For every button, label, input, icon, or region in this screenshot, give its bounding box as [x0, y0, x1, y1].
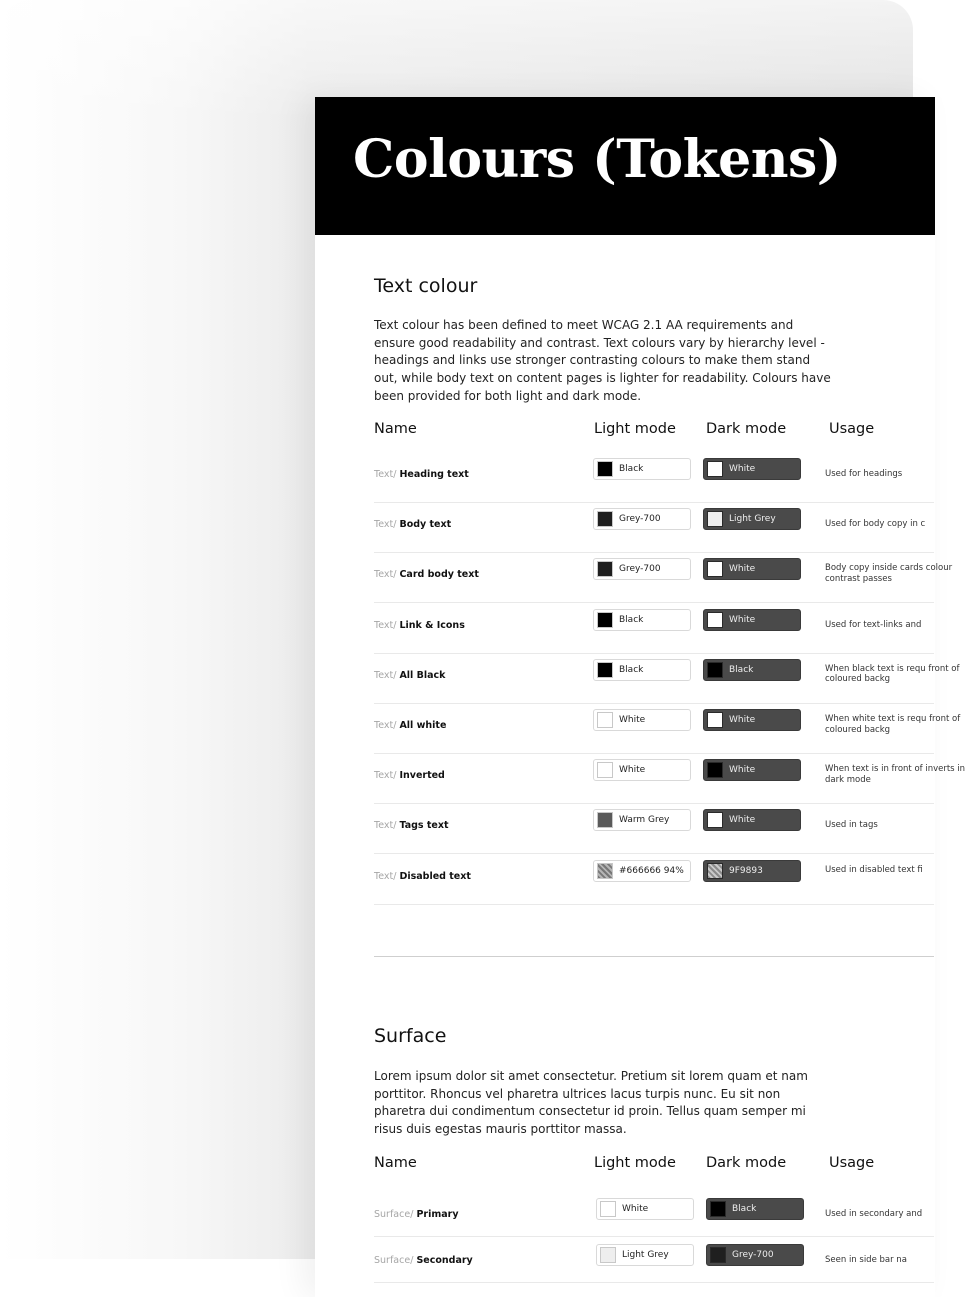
light-mode-swatch-chip[interactable] [593, 609, 691, 631]
dark-colour-label: White [729, 464, 756, 474]
usage-text: Used in secondary and [825, 1209, 923, 1219]
token-name [374, 770, 445, 781]
token-row [374, 803, 934, 854]
token-label: Body text [399, 519, 452, 531]
header-name: Name [374, 1155, 417, 1171]
light-mode-swatch-chip[interactable] [593, 558, 691, 580]
dark-swatch [707, 863, 723, 879]
light-colour-label: Black [619, 664, 644, 675]
text-colour-table-header [374, 421, 934, 441]
token-prefix: Text/ [374, 870, 397, 882]
light-swatch [600, 1247, 616, 1263]
usage-text: When white text is requ front of coloured backg [825, 714, 961, 735]
token-prefix: Text/ [374, 720, 397, 731]
header-light-mode: Light mode [594, 1155, 676, 1171]
text-colour-description: Text colour has been defined to meet WCAG 2.1 AA requirements and ensure good readability and contrast. Text colours vary by hierarchy level - headings and links use stronger contrasting colours to make them stand out, while body text on content pages is lighter for readability. Colours have been provided for both light and dark mode. [374, 318, 831, 403]
dark-mode-swatch-chip[interactable] [703, 609, 801, 631]
token-row [374, 603, 934, 654]
dark-colour-label: Black [729, 664, 754, 675]
text-colour-heading: Text colour [374, 275, 478, 297]
dark-swatch [707, 511, 723, 527]
light-colour-label: Warm Grey [619, 815, 670, 826]
header-light-mode: Light mode [594, 421, 676, 437]
token-prefix: Text/ [374, 519, 397, 531]
token-name [374, 620, 465, 631]
token-label: All Black [399, 669, 446, 681]
header-usage: Usage [829, 1155, 875, 1171]
token-label: Primary [416, 1209, 459, 1220]
token-name [374, 1209, 459, 1220]
dark-colour-label: White [729, 564, 756, 575]
dark-mode-swatch-chip[interactable] [706, 1244, 804, 1266]
light-swatch [600, 1201, 616, 1217]
token-row [374, 854, 934, 905]
token-name [374, 820, 449, 831]
usage-text: When text is in front of inverts in dark mode [825, 764, 966, 785]
dark-mode-swatch-chip[interactable] [703, 809, 801, 831]
surface-table-header [374, 1155, 934, 1175]
dark-swatch [707, 461, 723, 477]
token-name [374, 519, 451, 530]
light-mode-swatch-chip[interactable] [593, 659, 691, 681]
usage-text: Used in disabled text fi [825, 864, 923, 875]
token-row [374, 753, 966, 804]
token-row [374, 703, 961, 754]
dark-colour-label: White [729, 614, 756, 625]
light-colour-label: White [619, 765, 646, 776]
token-prefix: Text/ [374, 770, 397, 782]
light-colour-label: Black [619, 464, 644, 474]
token-prefix: Surface/ [374, 1255, 414, 1266]
title-banner [315, 97, 935, 235]
token-row [374, 1192, 934, 1237]
light-colour-label: White [619, 715, 646, 725]
dark-colour-label: Grey-700 [732, 1250, 774, 1260]
dark-mode-swatch-chip[interactable] [706, 1198, 804, 1220]
light-swatch [597, 461, 613, 477]
token-row [374, 653, 960, 704]
token-prefix: Text/ [374, 669, 397, 681]
dark-colour-label: 9F9893 [729, 865, 763, 876]
usage-text: When black text is requ front of coloured backg [825, 663, 960, 685]
token-label: Disabled text [399, 870, 471, 882]
light-mode-swatch-chip[interactable] [593, 809, 691, 831]
section-divider [374, 956, 934, 957]
dark-swatch [707, 812, 723, 828]
dark-mode-swatch-chip[interactable] [703, 558, 801, 580]
light-colour-label: #666666 94% [619, 865, 684, 876]
token-row [374, 1238, 934, 1283]
usage-text: Used for body copy in c [825, 519, 926, 530]
light-colour-label: Grey-700 [619, 514, 661, 525]
dark-mode-swatch-chip[interactable] [703, 508, 801, 530]
light-swatch [597, 612, 613, 628]
dark-mode-swatch-chip[interactable] [703, 759, 801, 781]
dark-colour-label: White [729, 815, 756, 826]
light-swatch [597, 561, 613, 577]
token-label: Card body text [399, 569, 479, 581]
dark-swatch [707, 561, 723, 577]
dark-swatch [710, 1247, 726, 1263]
light-swatch [597, 762, 613, 778]
token-label: All white [399, 720, 447, 731]
token-row [374, 552, 953, 603]
token-name [374, 670, 445, 681]
dark-mode-swatch-chip[interactable] [703, 659, 801, 681]
header-name: Name [374, 421, 417, 437]
token-prefix: Text/ [374, 469, 397, 480]
dark-colour-label: Black [732, 1204, 757, 1214]
surface-description: Lorem ipsum dolor sit amet consectetur. Pretium sit lorem quam et nam porttitor. Rhoncus vel pharetra ultrices lacus turpis nunc. Eu sit non pharetra dui condimentum consectetur id proin. Tellus quam semper mi risus duis egestas mauris porttitor massa. [374, 1069, 808, 1137]
token-label: Inverted [399, 770, 445, 782]
light-colour-label: Light Grey [622, 1250, 669, 1260]
header-usage: Usage [829, 421, 875, 437]
light-mode-swatch-chip[interactable] [593, 860, 691, 882]
usage-text: Used in tags [825, 820, 878, 831]
token-label: Secondary [416, 1255, 473, 1266]
token-prefix: Text/ [374, 569, 397, 581]
light-mode-swatch-chip[interactable] [593, 709, 691, 731]
token-prefix: Surface/ [374, 1209, 414, 1220]
light-mode-swatch-chip[interactable] [596, 1198, 694, 1220]
dark-mode-swatch-chip[interactable] [703, 860, 801, 882]
light-mode-swatch-chip[interactable] [596, 1244, 694, 1266]
design-doc-page [315, 97, 966, 1297]
light-colour-label: Grey-700 [619, 564, 661, 575]
light-swatch [597, 812, 613, 828]
usage-text: Used for text-links and [825, 619, 922, 630]
token-row [374, 452, 934, 503]
dark-colour-label: White [729, 765, 756, 776]
usage-text: Body copy inside cards colour contrast passes [825, 563, 953, 584]
light-swatch [597, 863, 613, 879]
header-dark-mode: Dark mode [706, 421, 787, 437]
light-swatch [597, 662, 613, 678]
token-label: Link & Icons [399, 619, 465, 631]
header-dark-mode: Dark mode [706, 1155, 787, 1171]
light-mode-swatch-chip[interactable] [593, 458, 691, 480]
token-label: Tags text [399, 820, 449, 832]
light-swatch [597, 712, 613, 728]
dark-mode-swatch-chip[interactable] [703, 709, 801, 731]
surface-heading: Surface [374, 1025, 447, 1047]
token-name [374, 720, 446, 731]
light-mode-swatch-chip[interactable] [593, 508, 691, 530]
dark-swatch [707, 662, 723, 678]
token-name [374, 569, 479, 580]
dark-swatch [707, 612, 723, 628]
token-prefix: Text/ [374, 619, 397, 631]
token-label: Heading text [399, 469, 469, 480]
token-prefix: Text/ [374, 820, 397, 832]
dark-swatch [710, 1201, 726, 1217]
light-swatch [597, 511, 613, 527]
dark-colour-label: Light Grey [729, 514, 776, 525]
token-name [374, 469, 469, 480]
usage-text: Used for headings [825, 469, 903, 479]
page-title: Colours (Tokens) [353, 129, 841, 190]
dark-swatch [707, 762, 723, 778]
dark-swatch [707, 712, 723, 728]
usage-text: Seen in side bar na [825, 1255, 907, 1265]
token-name [374, 1255, 473, 1266]
light-mode-swatch-chip[interactable] [593, 759, 691, 781]
light-colour-label: White [622, 1204, 649, 1214]
token-name [374, 871, 471, 882]
dark-colour-label: White [729, 715, 756, 725]
dark-mode-swatch-chip[interactable] [703, 458, 801, 480]
token-row [374, 502, 934, 553]
light-colour-label: Black [619, 614, 644, 625]
